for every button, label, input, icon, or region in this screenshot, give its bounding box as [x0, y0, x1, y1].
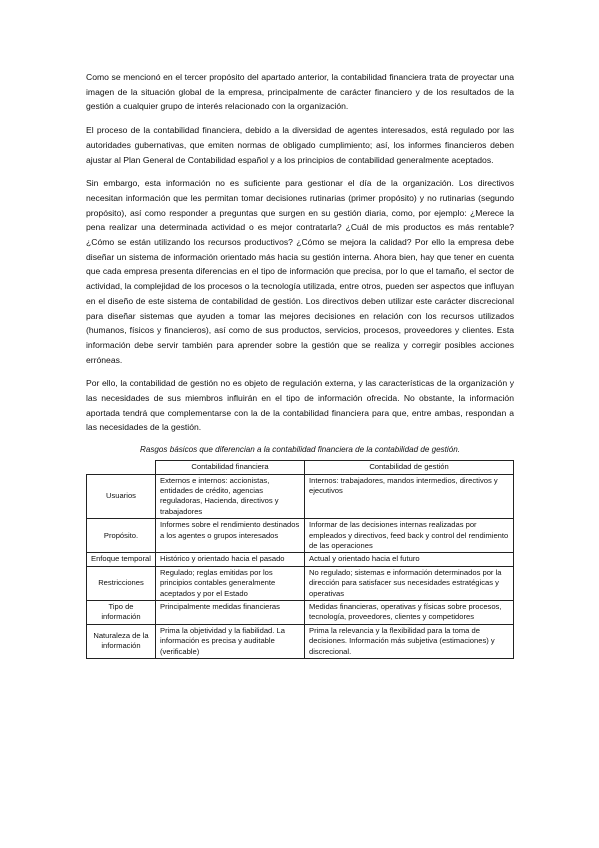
cell-financiera: Informes sobre el rendimiento destinados a los agentes o grupos interesados	[156, 519, 305, 553]
row-label: Tipo de información	[87, 601, 156, 625]
table-row	[87, 474, 514, 519]
comparison-table	[86, 460, 514, 659]
cell-gestion: Informar de las decisiones internas realizadas por empleados y directivos, feed back y control del rendimiento de las operaciones	[305, 519, 514, 553]
table-header-row	[87, 461, 514, 474]
header-gestion: Contabilidad de gestión	[305, 461, 514, 474]
table-caption: Rasgos básicos que diferencian a la contabilidad financiera de la contabilidad de gestión.	[140, 445, 460, 455]
table-row	[87, 519, 514, 553]
row-label: Naturaleza de la información	[87, 624, 156, 658]
cell-financiera: Prima la objetividad y la fiabilidad. La información es precisa y auditable (verificable)	[156, 624, 305, 658]
cell-gestion: Medidas financieras, operativas y físicas sobre procesos, tecnología, proveedores, clientes y competidores	[305, 601, 514, 625]
header-financiera: Contabilidad financiera	[156, 461, 305, 474]
cell-financiera: Regulado; reglas emitidas por los principios contables generalmente aceptados y por el Estado	[156, 566, 305, 600]
cell-gestion: Prima la relevancia y la flexibilidad para la toma de decisiones. Información más subjetiva (estimaciones) y discrecional.	[305, 624, 514, 658]
row-label: Restricciones	[87, 566, 156, 600]
row-label: Usuarios	[87, 474, 156, 519]
cell-gestion: Actual y orientado hacia el futuro	[305, 553, 514, 566]
table-row	[87, 601, 514, 625]
paragraph-2: El proceso de la contabilidad financiera, debido a la diversidad de agentes interesados, está regulado por las autoridades gubernativas, que emiten normas de obligado cumplimiento; así, los informes financieros deben ajustar al Plan General de Contabilidad español y a los principios de contabilidad generalmente aceptados.	[86, 125, 514, 165]
paragraph-4: Por ello, la contabilidad de gestión no es objeto de regulación externa, y las características de la organización y las necesidades de sus miembros influirán en el tipo de información ofrecida. No obstante, la información aportada tendrá que complementarse con la de la contabilidad financiera para que, entre ambas, respondan a las necesidades de la gestión.	[86, 378, 514, 433]
table-row	[87, 624, 514, 658]
row-label: Enfoque temporal	[87, 553, 156, 566]
table-corner-cell	[87, 461, 156, 474]
paragraph-1: Como se mencionó en el tercer propósito del apartado anterior, la contabilidad financiera trata de proyectar una imagen de la situación global de la empresa, principalmente de carácter financiero y de los resultados de la gestión a cualquier grupo de interés relacionado con la organización.	[86, 72, 514, 112]
row-label: Propósito.	[87, 519, 156, 553]
table-row	[87, 566, 514, 600]
cell-financiera: Principalmente medidas financieras	[156, 601, 305, 625]
document-page	[86, 70, 514, 659]
cell-gestion: Internos: trabajadores, mandos intermedios, directivos y ejecutivos	[305, 474, 514, 519]
cell-gestion: No regulado; sistemas e información determinados por la dirección para satisfacer sus necesidades estratégicas y operativas	[305, 566, 514, 600]
paragraph-3: Sin embargo, esta información no es suficiente para gestionar el día de la organización. Los directivos necesitan información que les permitan tomar decisiones rutinarias (primer propósito) y no rutinarias (segundo propósito), así como responder a preguntas que surgen en su gestión diaria, como, por ejemplo: ¿Merece la pena realizar una determinada actividad o es mejor contratarla? ¿Cuál de mis productos es más rentable? ¿Cómo se están utilizando los recursos productivos? ¿Cómo se mejora la calidad? Por ello la empresa debe diseñar un sistema de información orientado más hacia su gestión interna. Ahora bien, hay que tener en cuenta que cada empresa presenta diferencias en el tipo de información que precisa, por lo que el tamaño, el sector de actividad, la complejidad de los procesos o la tecnología utilizada, entre otros, pueden ser aspectos que influyan en el diseño de este sistema de contabilidad de gestión. Los directivos deben utilizar este carácter discrecional para diseñar sistemas que ayuden a tomar las mejores decisiones en relación con los recursos utilizados (humanos, físicos y financieros), así como de sus productos, servicios, procesos, proveedores y clientes. Esta información debe servir también para aprender sobre la gestión que se realiza y corregir posibles acciones erróneas.	[86, 178, 514, 365]
cell-financiera: Histórico y orientado hacia el pasado	[156, 553, 305, 566]
cell-financiera: Externos e internos: accionistas, entidades de crédito, agencias reguladoras, Hacienda, directivos y trabajadores	[156, 474, 305, 519]
table-row	[87, 553, 514, 566]
